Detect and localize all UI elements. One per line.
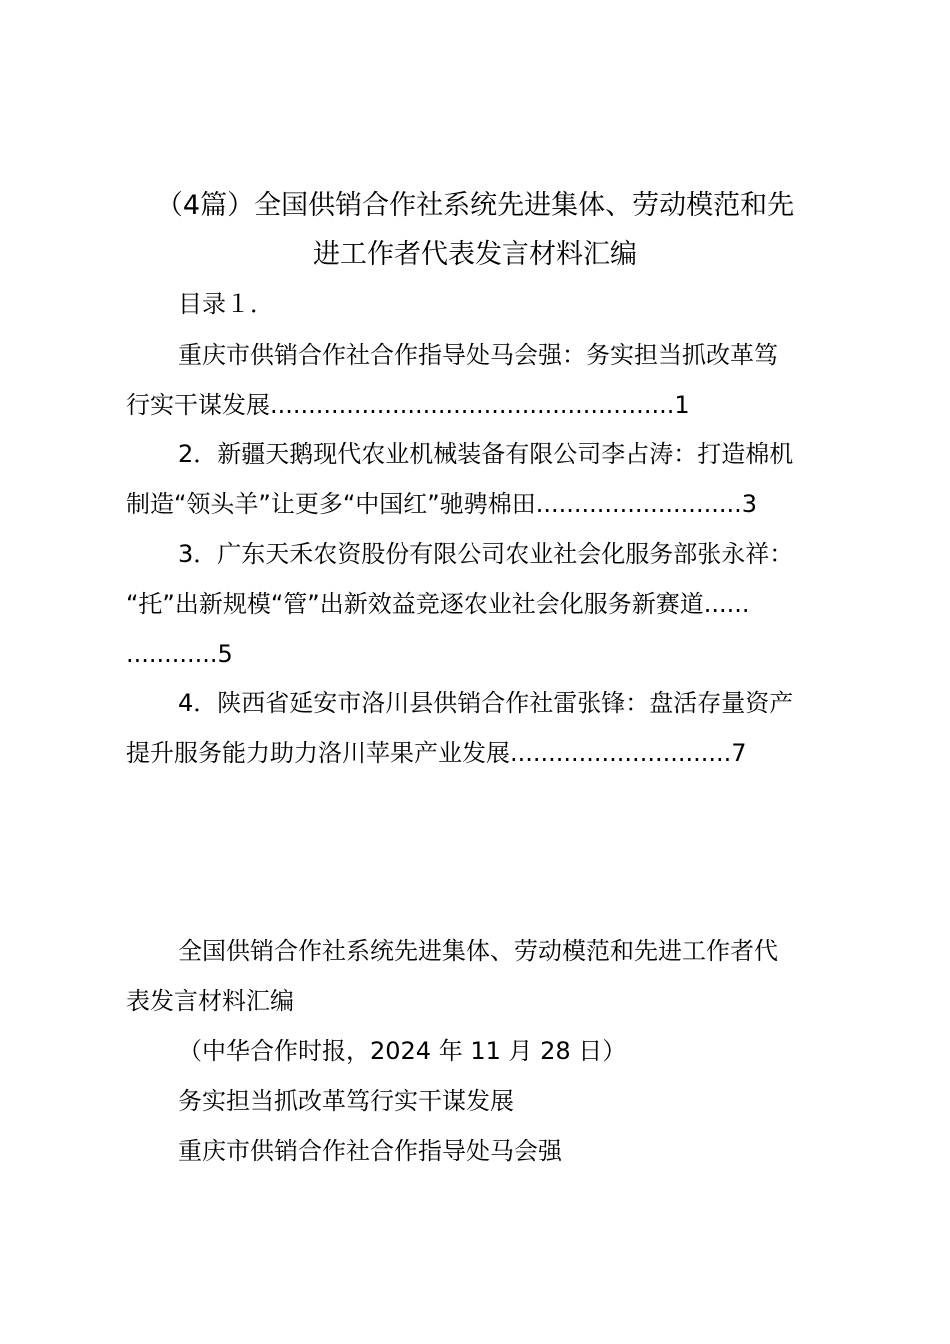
document-title-line-1: （4篇）全国供销合作社系统先进集体、劳动模范和先 xyxy=(155,190,795,221)
toc-item-2-line-2: 制造“领头羊”让更多“中国红”驰骋棉田...........................3 xyxy=(126,490,757,518)
toc-item-3-line-2: “托”出新规模“管”出新效益竞逐农业社会化服务新赛道...... xyxy=(126,590,750,618)
source-line: （中华合作时报，2024 年 11 月 28 日） xyxy=(178,1037,627,1065)
article-title: 务实担当抓改革笃行实干谋发展 xyxy=(178,1087,514,1115)
document-title-line-2: 进工作者代表发言材料汇编 xyxy=(313,239,637,270)
toc-heading: 目录１． xyxy=(178,290,274,318)
body-heading-line-1: 全国供销合作社系统先进集体、劳动模范和先进工作者代 xyxy=(178,937,778,965)
toc-item-1-line-2: 行实干谋发展.....................................................1 xyxy=(126,391,690,419)
toc-item-2-line-1: 2．新疆天鹅现代农业机械装备有限公司李占涛：打造棉机 xyxy=(178,440,794,468)
toc-item-1-line-1: 重庆市供销合作社合作指导处马会强：务实担当抓改革笃 xyxy=(178,341,778,369)
toc-item-3-line-1: 3．广东天禾农资股份有限公司农业社会化服务部张永祥： xyxy=(178,540,794,568)
toc-item-3-line-3: ............5 xyxy=(126,640,233,668)
toc-item-4-line-2: 提升服务能力助力洛川苹果产业发展.............................7 xyxy=(126,739,747,767)
toc-item-4-line-1: 4．陕西省延安市洛川县供销合作社雷张锋：盘活存量资产 xyxy=(178,689,794,717)
body-heading-line-2: 表发言材料汇编 xyxy=(126,987,294,1015)
article-author: 重庆市供销合作社合作指导处马会强 xyxy=(178,1137,562,1165)
